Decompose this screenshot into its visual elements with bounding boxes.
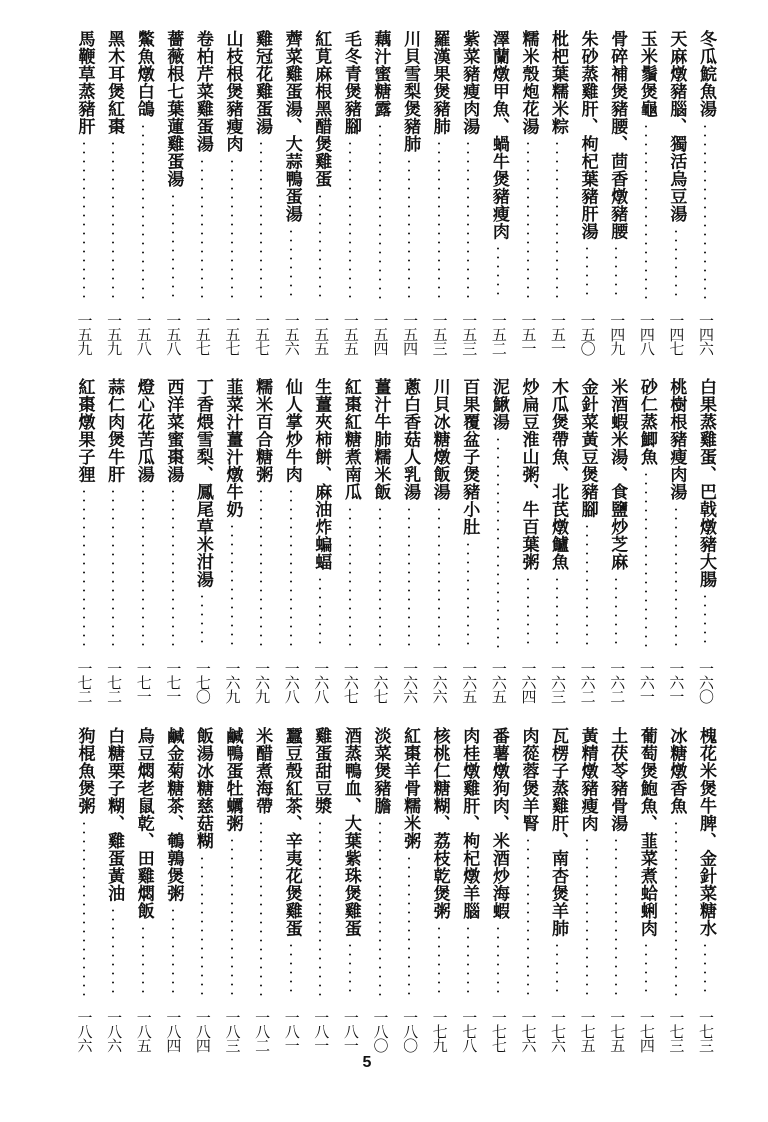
entry-title: 木瓜煲帶魚、北芪燉鱸魚	[548, 378, 569, 571]
entry-page-number: 一七一	[164, 661, 183, 703]
entry-page-number: 一六四	[519, 661, 538, 703]
entry-page-number: 一八六	[105, 1010, 124, 1052]
dot-leader	[379, 505, 381, 650]
toc-entry[interactable]	[158, 30, 188, 355]
dot-leader	[408, 854, 410, 999]
toc-entry[interactable]	[276, 30, 306, 355]
entry-title: 丁香煨雪梨、鳳尾草米泔湯	[192, 378, 213, 588]
entry-page-number: 一八一	[312, 1010, 331, 1052]
dot-leader	[704, 122, 706, 302]
entry-page-number: 一四七	[667, 313, 686, 355]
dot-leader	[201, 854, 203, 999]
toc-entry[interactable]	[454, 30, 484, 355]
dot-leader	[172, 906, 174, 998]
toc-entry[interactable]	[158, 378, 188, 703]
dot-leader	[379, 122, 381, 302]
toc-entry[interactable]	[513, 30, 543, 355]
entry-page-number: 一六八	[282, 661, 301, 703]
entry-page-number: 一六二	[608, 661, 627, 703]
entry-page-number: 一五四	[371, 313, 390, 355]
entry-title: 馬鞭草蒸豬肝	[74, 30, 95, 135]
dot-leader	[645, 470, 647, 650]
dot-leader	[556, 941, 558, 998]
toc-entry[interactable]	[69, 30, 99, 355]
dot-leader	[83, 139, 85, 301]
entry-page-number: 一四八	[637, 313, 656, 355]
entry-page-number: 一八三	[223, 1010, 242, 1052]
entry-title: 炒扁豆淮山粥、牛百葉粥	[518, 378, 539, 571]
entry-title: 蔥白香菇人乳湯	[400, 378, 421, 501]
dot-leader	[497, 924, 499, 999]
entry-title: 肉蓯蓉煲羊腎	[518, 727, 539, 832]
toc-entry[interactable]	[542, 378, 572, 703]
toc-entry[interactable]	[394, 727, 424, 1052]
toc-entry[interactable]	[394, 30, 424, 355]
toc-entry[interactable]	[306, 378, 336, 703]
dot-leader	[349, 139, 351, 301]
dot-leader	[83, 487, 85, 649]
dot-leader	[319, 192, 321, 302]
entry-title: 雞冠花雞蛋湯	[252, 30, 273, 135]
entry-title: 番薯燉狗肉、米酒炒海蝦	[488, 727, 509, 920]
toc-entry[interactable]	[187, 378, 217, 703]
entry-page-number: 一六五	[460, 661, 479, 703]
entry-title: 骨碎補煲豬腰、茴香燉豬腰	[607, 30, 628, 240]
toc-entry[interactable]	[661, 727, 691, 1052]
toc-entry[interactable]	[483, 378, 513, 703]
toc-entry[interactable]	[690, 727, 720, 1052]
entry-page-number: 一八一	[341, 1010, 360, 1052]
dot-leader	[142, 487, 144, 649]
entry-page-number: 一六七	[341, 661, 360, 703]
entry-title: 肉桂燉雞肝、枸杞燉羊腦	[459, 727, 480, 920]
entry-title: 瓦楞子蒸雞肝、南杏煲羊肺	[548, 727, 569, 937]
dot-leader	[497, 435, 499, 650]
entry-page-number: 一八〇	[401, 1010, 420, 1052]
entry-title: 淡菜煲豬膽	[370, 727, 391, 815]
toc-entry[interactable]	[69, 378, 99, 703]
entry-page-number: 一七三	[667, 1010, 686, 1052]
entry-title: 冰糖燉香魚	[666, 727, 687, 815]
toc-entry[interactable]	[128, 378, 158, 703]
entry-page-number: 一五八	[164, 313, 183, 355]
toc-entry[interactable]	[572, 378, 602, 703]
toc-entry[interactable]	[128, 30, 158, 355]
dot-leader	[467, 924, 469, 999]
entry-title: 西洋菜蜜棗湯	[163, 378, 184, 483]
dot-leader	[231, 522, 233, 649]
entry-page-number: 一八六	[75, 1010, 94, 1052]
entry-title: 蠶豆殼紅茶、辛夷花煲雞蛋	[281, 727, 302, 937]
toc-entry[interactable]	[247, 30, 277, 355]
entry-page-number: 一八一	[282, 1010, 301, 1052]
toc-entry[interactable]	[306, 30, 336, 355]
entry-title: 鹹金菊糖茶、鵪鶉煲粥	[163, 727, 184, 902]
entry-page-number: 一七二	[75, 661, 94, 703]
dot-leader	[112, 139, 114, 301]
entry-page-number: 一七〇	[193, 661, 212, 703]
toc-entry[interactable]	[690, 378, 720, 703]
dot-leader	[379, 819, 381, 999]
dot-leader	[201, 157, 203, 302]
entry-title: 烏豆燜老鼠乾、田雞燜飯	[133, 727, 154, 920]
entry-title: 桃樹根豬瘦肉湯	[666, 378, 687, 501]
toc-entry[interactable]	[483, 30, 513, 355]
entry-title: 冬瓜鯇魚湯	[696, 30, 716, 118]
toc-entry[interactable]	[542, 727, 572, 1052]
entry-page-number: 一五七	[193, 313, 212, 355]
entry-title: 糯米殼炮花湯	[518, 30, 539, 135]
toc-entry[interactable]	[365, 378, 395, 703]
entry-page-number: 一七九	[430, 1010, 449, 1052]
entry-page-number: 一六九	[253, 661, 272, 703]
toc-entry[interactable]	[128, 727, 158, 1052]
dot-leader	[438, 139, 440, 301]
dot-leader	[586, 836, 588, 998]
entry-page-number: 一七五	[608, 1010, 627, 1052]
entry-page-number: 一五七	[223, 313, 242, 355]
entry-page-number: 一七三	[697, 1010, 715, 1052]
dot-leader	[675, 819, 677, 999]
entry-page-number: 一六九	[223, 661, 242, 703]
entry-title: 鹹鴨蛋牡蠣粥	[222, 727, 243, 832]
toc-entry[interactable]	[365, 30, 395, 355]
entry-title: 紫菜豬瘦肉湯	[459, 30, 480, 135]
entry-title: 白糖栗子糊、雞蛋黃油	[104, 727, 125, 902]
dot-leader	[260, 487, 262, 649]
dot-leader	[231, 157, 233, 302]
toc-entry[interactable]	[187, 727, 217, 1052]
dot-leader	[586, 244, 588, 301]
entry-page-number: 一六六	[401, 661, 420, 703]
entry-page-number: 一五九	[75, 313, 94, 355]
dot-leader	[319, 819, 321, 999]
entry-page-number: 一五四	[401, 313, 420, 355]
toc-entry[interactable]	[99, 378, 129, 703]
entry-page-number: 一六五	[489, 661, 508, 703]
dot-leader	[615, 836, 617, 998]
entry-title: 玉米鬚煲龜	[636, 30, 657, 118]
entry-title: 蒜仁肉煲牛肝	[104, 378, 125, 483]
dot-leader	[586, 522, 588, 649]
toc-entry[interactable]	[306, 727, 336, 1052]
dot-leader	[142, 924, 144, 999]
dot-leader	[645, 941, 647, 998]
entry-title: 仙人掌炒牛肉	[281, 378, 302, 483]
toc-entry[interactable]	[335, 378, 365, 703]
dot-leader	[290, 227, 292, 302]
dot-leader	[615, 575, 617, 650]
toc-entry[interactable]	[69, 727, 99, 1052]
toc-entry[interactable]	[631, 378, 661, 703]
entry-title: 生薑夾柿餅、麻油炸蝙蝠	[311, 378, 332, 571]
entry-title: 卷柏芹菜雞蛋湯	[192, 30, 213, 153]
dot-leader	[615, 244, 617, 301]
entry-page-number: 一六一	[667, 661, 686, 703]
entry-page-number: 一六〇	[697, 661, 715, 703]
entry-page-number: 一七四	[637, 1010, 656, 1052]
dot-leader	[260, 819, 262, 999]
entry-page-number: 一四九	[608, 313, 627, 355]
dot-leader	[556, 575, 558, 650]
dot-leader	[675, 227, 677, 302]
entry-page-number: 一五〇	[578, 313, 597, 355]
dot-leader	[83, 819, 85, 999]
dot-leader	[201, 592, 203, 649]
entry-title: 毛冬青煲豬腳	[340, 30, 361, 135]
toc-section-middle	[40, 378, 720, 703]
toc-entry[interactable]	[276, 727, 306, 1052]
toc-entry[interactable]	[424, 378, 454, 703]
entry-title: 黃精燉豬瘦肉	[577, 727, 598, 832]
entry-page-number: 一六二	[578, 661, 597, 703]
toc-entry[interactable]	[542, 30, 572, 355]
dot-leader	[231, 836, 233, 998]
dot-leader	[527, 575, 529, 650]
entry-title: 羅漢果煲豬肺	[429, 30, 450, 135]
toc-entry[interactable]	[631, 727, 661, 1052]
toc-entry[interactable]	[247, 378, 277, 703]
toc-entry[interactable]	[217, 727, 247, 1052]
entry-title: 泥鰍湯	[488, 378, 509, 431]
dot-leader	[675, 505, 677, 650]
dot-leader	[704, 941, 706, 998]
toc-entry[interactable]	[690, 30, 720, 355]
entry-title: 山枝根煲豬瘦肉	[222, 30, 243, 153]
entry-title: 白果蒸雞蛋、巴戟燉豬大腸	[696, 378, 716, 588]
entry-title: 燈心花苦瓜湯	[133, 378, 154, 483]
entry-title: 天麻燉豬腦、獨活烏豆湯	[666, 30, 687, 223]
toc-entry[interactable]	[454, 378, 484, 703]
dot-leader	[467, 540, 469, 650]
entry-page-number: 一五九	[105, 313, 124, 355]
toc-entry[interactable]	[335, 727, 365, 1052]
entry-title: 槐花米煲牛脾、金針菜糖水	[696, 727, 716, 937]
toc-entry[interactable]	[602, 30, 632, 355]
dot-leader	[290, 487, 292, 649]
dot-leader	[290, 941, 292, 998]
entry-title: 百果覆盆子煲豬小肚	[459, 378, 480, 536]
toc-entry[interactable]	[602, 378, 632, 703]
entry-title: 枇杷葉糯米粽	[548, 30, 569, 135]
entry-title: 紅棗紅糖煮南瓜	[340, 378, 361, 501]
dot-leader	[645, 122, 647, 302]
entry-page-number: 一六六	[430, 661, 449, 703]
entry-title: 藕汁蜜糖露	[370, 30, 391, 118]
dot-leader	[172, 487, 174, 649]
dot-leader	[349, 505, 351, 650]
entry-title: 砂仁蒸鯽魚	[636, 378, 657, 466]
entry-page-number: 一七六	[549, 1010, 568, 1052]
toc-entry[interactable]	[217, 378, 247, 703]
dot-leader	[142, 122, 144, 302]
toc-entry[interactable]	[513, 727, 543, 1052]
entry-title: 川貝雪梨煲豬肺	[400, 30, 421, 153]
entry-title: 紅棗燉果子狸	[74, 378, 95, 483]
dot-leader	[408, 505, 410, 650]
toc-entry[interactable]	[99, 30, 129, 355]
toc-entry[interactable]	[454, 727, 484, 1052]
entry-page-number: 一五七	[253, 313, 272, 355]
entry-page-number: 一七六	[519, 1010, 538, 1052]
entry-page-number: 一八四	[164, 1010, 183, 1052]
toc-section-top	[40, 30, 720, 355]
entry-page-number: 一七一	[134, 661, 153, 703]
dot-leader	[319, 575, 321, 650]
toc-entry[interactable]	[365, 727, 395, 1052]
page-number: 5	[362, 1054, 372, 1071]
entry-title: 金針菜黃豆煲豬腳	[577, 378, 598, 518]
entry-page-number: 一四六	[697, 313, 715, 355]
entry-page-number: 一六七	[371, 661, 390, 703]
entry-page-number: 一八四	[193, 1010, 212, 1052]
toc-entry[interactable]	[247, 727, 277, 1052]
entry-page-number: 一六八	[312, 661, 331, 703]
dot-leader	[260, 139, 262, 301]
dot-leader	[467, 139, 469, 301]
toc-entry[interactable]	[631, 30, 661, 355]
entry-page-number: 一七八	[460, 1010, 479, 1052]
dot-leader	[172, 192, 174, 302]
entry-page-number: 一五八	[134, 313, 153, 355]
entry-title: 酒蒸鴨血、大葉紫珠煲雞蛋	[340, 727, 361, 937]
entry-page-number: 一六一	[637, 661, 656, 703]
toc-entry[interactable]	[276, 378, 306, 703]
dot-leader	[349, 941, 351, 998]
entry-title: 狗棍魚煲粥	[74, 727, 95, 815]
dot-leader	[112, 487, 114, 649]
toc-entry[interactable]	[99, 727, 129, 1052]
entry-title: 朱砂蒸雞肝、枸杞葉豬肝湯	[577, 30, 598, 240]
dot-leader	[408, 157, 410, 302]
entry-title: 韮菜汁薑汁燉牛奶	[222, 378, 243, 518]
dot-leader	[497, 244, 499, 301]
entry-title: 薺菜雞蛋湯、大蒜鴨蛋湯	[281, 30, 302, 223]
toc-entry[interactable]	[424, 727, 454, 1052]
entry-page-number: 一五三	[460, 313, 479, 355]
entry-title: 雞蛋甜豆漿	[311, 727, 332, 815]
toc-entry[interactable]	[187, 30, 217, 355]
toc-entry[interactable]	[158, 727, 188, 1052]
dot-leader	[527, 139, 529, 301]
dot-leader	[438, 924, 440, 999]
entry-page-number: 一五三	[430, 313, 449, 355]
entry-title: 鱉魚燉白鴿	[133, 30, 154, 118]
entry-title: 葡萄煲鮑魚、韮菜煮蛤蜊肉	[636, 727, 657, 937]
entry-page-number: 一八二	[253, 1010, 272, 1052]
toc-entry[interactable]	[572, 30, 602, 355]
entry-page-number: 一五一	[549, 313, 568, 355]
toc-entry[interactable]	[661, 378, 691, 703]
toc-section-bottom	[40, 727, 720, 1052]
entry-page-number: 一七七	[489, 1010, 508, 1052]
toc-entry[interactable]	[661, 30, 691, 355]
entry-title: 澤蘭燉甲魚、蝸牛煲豬瘦肉	[488, 30, 509, 240]
toc-entry[interactable]	[217, 30, 247, 355]
entry-title: 黑木耳煲紅棗	[104, 30, 125, 135]
entry-title: 米酒蝦米湯、食鹽炒芝麻	[607, 378, 628, 571]
entry-title: 紅棗羊骨糯米粥	[400, 727, 421, 850]
entry-page-number: 一五五	[312, 313, 331, 355]
toc-entry[interactable]	[424, 30, 454, 355]
entry-title: 薔薇根七葉蓮雞蛋湯	[163, 30, 184, 188]
entry-title: 川貝冰糖燉飯湯	[429, 378, 450, 501]
entry-title: 飯湯冰糖慈菇糊	[192, 727, 213, 850]
entry-page-number: 一八五	[134, 1010, 153, 1052]
toc-entry[interactable]	[335, 30, 365, 355]
entry-title: 薑汁牛肺糯米飯	[370, 378, 391, 501]
toc-entry[interactable]	[602, 727, 632, 1052]
entry-title: 土茯苓豬骨湯	[607, 727, 628, 832]
entry-page-number: 一五二	[489, 313, 508, 355]
entry-title: 紅莧麻根黑醋煲雞蛋	[311, 30, 332, 188]
entry-page-number: 一五六	[282, 313, 301, 355]
entry-title: 米醋煮海帶	[252, 727, 273, 815]
toc-entry[interactable]	[483, 727, 513, 1052]
entry-title: 核桃仁糖糊、荔枝乾煲粥	[429, 727, 450, 920]
dot-leader	[527, 836, 529, 998]
dot-leader	[112, 906, 114, 998]
toc-entry[interactable]	[513, 378, 543, 703]
entry-page-number: 一五五	[341, 313, 360, 355]
dot-leader	[438, 505, 440, 650]
dot-leader	[556, 139, 558, 301]
dot-leader	[704, 592, 706, 649]
entry-page-number: 一七二	[105, 661, 124, 703]
toc-entry[interactable]	[394, 378, 424, 703]
entry-page-number: 一八〇	[371, 1010, 390, 1052]
entry-page-number: 一六三	[549, 661, 568, 703]
entry-page-number: 一七五	[578, 1010, 597, 1052]
entry-title: 糯米百合糖粥	[252, 378, 273, 483]
entry-page-number: 一五一	[519, 313, 538, 355]
toc-entry[interactable]	[572, 727, 602, 1052]
